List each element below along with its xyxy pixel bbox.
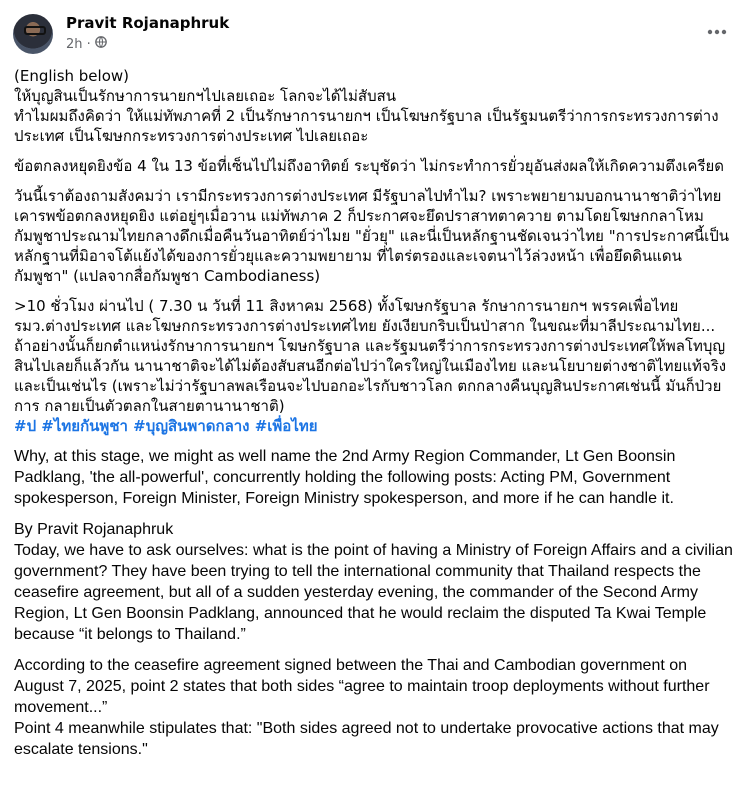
hashtag-links[interactable]: #ป #ไทยกันพูชา #บุญสินพาดกลาง #เพื่อไทย bbox=[14, 417, 318, 435]
globe-icon bbox=[95, 36, 107, 54]
post-paragraph: วันนี้เราต้องถามสังคมว่า เรามีกระทรวงการต่างประเทศ มีรัฐบาลไปทำไม? เพราะพยายามบอกนานาชาติว่าไทยเคารพข้อตกลงหยุดยิง แต่อยู่ๆเมื่อวาน แม่ทัพภาค 2 ก็ประกาศจะยึดปราสาทตาควาย ตามโดยโฆษกกลาโหมกัมพูชาประณามไทยกลางดึกเมื่อคืนวันอาทิตย์ว่าไมย "ยั่วยุ" และนี่เป็นหลักฐานชัดเจนว่าไทย "การประกาศนี้เป็นหลักฐานที่มิอาจโต้แย้งได้ของการยั่วยุและความพยายาม ที่ไตร่ตรองและเจตนาไว้ล่วงหน้า เพื่อยึดดินแดนกัมพูชา" (แปลจากสื่อกัมพูชา Cambodianess) bbox=[14, 187, 730, 285]
post-paragraph: ข้อตกลงหยุดยิงข้อ 4 ใน 13 ข้อที่เซ็นไปไม่ถึงอาทิตย์ ระบุชัดว่า ไม่กระทำการยั่วยุอันส่งผลให้เกิดความตึงเครียด bbox=[14, 157, 725, 175]
post-meta bbox=[66, 36, 107, 54]
avatar-glasses-detail bbox=[24, 26, 46, 35]
english-paragraph: Why, at this stage, we might as well name the 2nd Army Region Commander, Lt Gen Boonsin Padklang, 'the all-powerful', concurrently holding the following posts: Acting PM, Government spokesperson, Foreign Minister, Foreign Ministry spokesperson, and more if he can handle it. bbox=[14, 448, 676, 507]
english-paragraph: According to the ceasefire agreement signed between the Thai and Cambodian government on August 7, 2025, point 2 states that both sides “agree to maintain troop deployments without further movement...” Point 4 meanwhile stipulates that: "Both sides agreed not to undertake provocative actions that may escalate tensions." bbox=[14, 657, 719, 758]
post-paragraph: (English below) ให้บุญสินเป็นรักษาการนายกฯไปเลยเถอะ โลกจะได้ไม่สับสน ทำไมผมถึงคิดว่า ให้แม่ทัพภาคที่ 2 เป็นรักษาการนายกฯ เป็นโฆษกรัฐบาล เป็นรัฐมนตรีว่าการกระทรวงการต่างประเทศ เป็นโฆษกกระทรวงการต่างประเทศ ไปเลยเถอะ bbox=[14, 67, 719, 145]
more-horizontal-icon[interactable] bbox=[705, 20, 729, 44]
post-paragraph: >10 ชั่วโมง ผ่านไป ( 7.30 น วันที่ 11 สิงหาคม 2568) ทั้งโฆษกรัฐบาล รักษาการนายกฯ พรรคเพื่อไทย รมว.ต่างประเทศ และโฆษกกระทรวงการต่างประเทศไทย ยังเงียบกริบเป็นป่าสาก ในขณะที่มาลีประณามไทย... ถ้าอย่างนั้นก็ยกตำแหน่งรักษาการนายกฯ โฆษกรัฐบาล และรัฐมนตรีว่าการกระทรวงการต่างประเทศให้พลโทบุญสินไปเลยก็แล้วกัน นานาชาติจะได้ไม่ต้องสับสนอีกต่อไปว่าใครใหญ่ในเมืองไทย และนโยบายต่างชาติไทยแท้จริงและเป็นเช่นไร (เพราะไม่ว่ารัฐบาลพลเรือนจะไปบอกอะไรกับชาวโลก ตกกลางคืนบุญสินประกาศเช่นนี้ มันก็ป่วยการ กลายเป็นตัวตลกในสายตานานาชาติ) bbox=[14, 297, 727, 415]
post-body bbox=[14, 66, 736, 760]
post-time[interactable]: 2h · bbox=[66, 37, 91, 52]
english-paragraph: By Pravit Rojanaphruk Today, we have to ask ourselves: what is the point of having a Ministry of Foreign Affairs and a civilian government? They have been trying to tell the international community that Thailand respects the ceasefire agreement, but all of a sudden yesterday evening, the commander of the Second Army Region, Lt Gen Boonsin Padklang, announced that he would reclaim the disputed Ta Kwai Temple because “it belongs to Thailand.” bbox=[14, 521, 733, 643]
post-header bbox=[13, 12, 735, 60]
author-avatar[interactable] bbox=[13, 14, 53, 54]
author-name[interactable]: Pravit Rojanaphruk bbox=[66, 14, 230, 32]
